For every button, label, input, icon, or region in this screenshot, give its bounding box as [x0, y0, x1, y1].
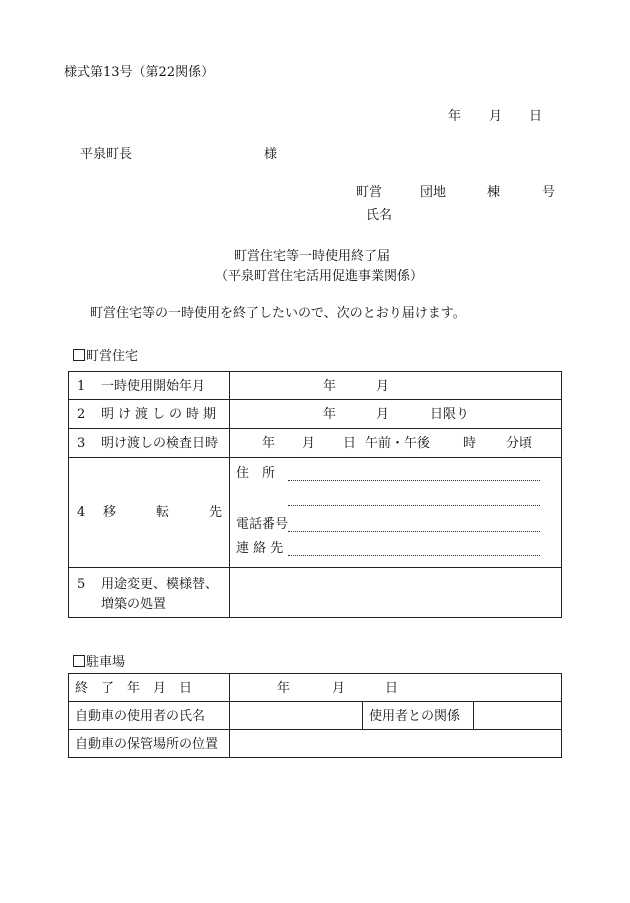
- row3-month: 月: [302, 436, 316, 451]
- row2-month: 月: [376, 407, 390, 422]
- table-row: [69, 674, 562, 702]
- row3-hour: 時: [463, 436, 477, 451]
- form-subtitle: （平泉町営住宅活用促進事業関係）: [215, 269, 424, 284]
- housing-checkbox[interactable]: [73, 349, 85, 361]
- parking-end-label-cell: [69, 674, 230, 702]
- row2-year: 年: [323, 407, 337, 422]
- row4-label-a: 移: [103, 505, 117, 520]
- row1-label: 一時使用開始年月: [101, 379, 206, 394]
- parking-relation-label: 使用者との関係: [369, 709, 461, 724]
- applicant-name-label: 氏名: [366, 208, 393, 223]
- row4-label-b: 転: [156, 505, 170, 520]
- parking-end-year: 年: [277, 681, 291, 696]
- parking-storage-label: 自動車の保管場所の位置: [75, 737, 219, 752]
- row3-value-cell[interactable]: [230, 429, 562, 458]
- table-row: [69, 702, 562, 730]
- applicant-number-label: 号: [542, 185, 556, 200]
- addressee-honorific: 様: [264, 147, 278, 162]
- row5-number: 5: [77, 577, 86, 592]
- date-year-label: 年: [448, 109, 462, 124]
- applicant-building-label: 棟: [487, 185, 501, 200]
- parking-storage-value-cell[interactable]: [230, 730, 562, 758]
- parking-end-label: 終 了 年 月 日: [75, 681, 193, 696]
- parking-user-name-label: 自動車の使用者の氏名: [75, 709, 206, 724]
- row5-label-line1: 用途変更、模様替、: [101, 577, 219, 592]
- row5-label-line2: 増築の処置: [101, 597, 167, 612]
- row2-label-cell: [69, 400, 230, 429]
- row1-month: 月: [376, 379, 390, 394]
- row5-label-cell: [69, 568, 230, 618]
- contact-line[interactable]: [288, 555, 540, 556]
- form-number: 様式第13号（第22関係）: [64, 65, 215, 80]
- row4-number: 4: [77, 505, 86, 520]
- row3-label-cell: [69, 429, 230, 458]
- row5-value-cell[interactable]: [230, 568, 562, 618]
- row2-value-cell[interactable]: [230, 400, 562, 429]
- date-day-label: 日: [529, 109, 543, 124]
- row4-label-cell: [69, 458, 230, 568]
- table-row: [69, 372, 562, 400]
- form-title: 町営住宅等一時使用終了届: [234, 249, 391, 264]
- row4-phone-label: 電話番号: [236, 517, 289, 532]
- parking-table: [68, 673, 562, 758]
- body-text: 町営住宅等の一時使用を終了したいので、次のとおり届けます。: [90, 306, 466, 321]
- row3-label: 明け渡しの検査日時: [101, 436, 219, 451]
- table-row: [69, 458, 562, 568]
- row1-number: 1: [77, 379, 86, 394]
- parking-section-header: [73, 655, 125, 669]
- row2-until: 日限り: [430, 407, 470, 422]
- date-month-label: 月: [489, 109, 503, 124]
- parking-end-day: 日: [385, 681, 399, 696]
- row1-year: 年: [323, 379, 337, 394]
- housing-section-label: 町営住宅: [86, 349, 139, 364]
- addressee-town-head: 平泉町長: [80, 147, 133, 162]
- address-line-2[interactable]: [288, 505, 540, 506]
- applicant-housing-label: 町営: [356, 185, 383, 200]
- row3-number: 3: [77, 436, 86, 451]
- parking-relation-value-cell[interactable]: [474, 702, 562, 730]
- row3-day: 日: [343, 436, 357, 451]
- row1-value-cell[interactable]: [230, 372, 562, 400]
- table-row: [69, 730, 562, 758]
- parking-storage-label-cell: [69, 730, 230, 758]
- parking-end-month: 月: [332, 681, 346, 696]
- row4-address-label: 住 所: [236, 466, 276, 481]
- parking-end-value-cell[interactable]: [230, 674, 562, 702]
- housing-section-header: [73, 349, 138, 363]
- row3-minute: 分頃: [506, 436, 533, 451]
- row1-label-cell: [69, 372, 230, 400]
- parking-checkbox[interactable]: [73, 655, 85, 667]
- parking-user-name-value-cell[interactable]: [230, 702, 363, 730]
- row2-label: 明け渡しの時期: [101, 407, 221, 422]
- phone-line[interactable]: [288, 531, 540, 532]
- address-line-1[interactable]: [288, 480, 540, 481]
- row4-label-c: 先: [209, 505, 223, 520]
- parking-relation-label-cell: [363, 702, 474, 730]
- applicant-complex-label: 団地: [420, 185, 447, 200]
- row3-year: 年: [262, 436, 276, 451]
- housing-table: [68, 371, 562, 618]
- row4-contact-label: 連 絡 先: [236, 541, 284, 556]
- row3-ampm: 午前・午後: [365, 436, 431, 451]
- row4-value-cell[interactable]: [230, 458, 562, 568]
- table-row: [69, 429, 562, 458]
- table-row: [69, 568, 562, 618]
- parking-user-name-label-cell: [69, 702, 230, 730]
- parking-section-label: 駐車場: [86, 655, 126, 670]
- table-row: [69, 400, 562, 429]
- row2-number: 2: [77, 407, 86, 422]
